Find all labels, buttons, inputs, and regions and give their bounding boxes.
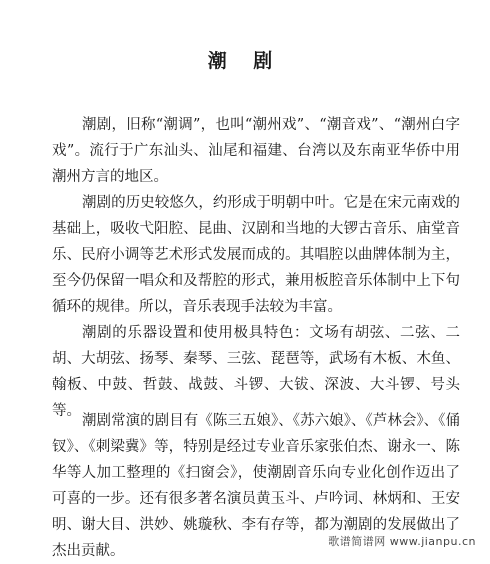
page-title: 潮 剧	[207, 50, 283, 72]
text-line: 戏”。流行于广东汕头、汕尾和福建、台湾以及东南亚华侨中用	[52, 143, 460, 159]
text-line: 华等人加工整理的《扫窗会》，使潮剧音乐向专业化创作迈出了	[52, 465, 460, 481]
text-line: 杰出贡献。	[52, 543, 125, 559]
text-line: 基础上，吸收弋阳腔、昆曲、汉剧和当地的大锣古音乐、庙堂音	[52, 221, 460, 237]
text-line: 可喜的一步。还有很多著名演员黄玉斗、卢吟词、林炳和、王安	[52, 491, 460, 507]
text-line: 至今仍保留一唱众和及帮腔的形式，兼用板腔音乐体制中上下句	[52, 273, 460, 289]
text-line: 钗》、《刺梁冀》等，特别是经过专业音乐家张伯杰、谢永一、陈	[52, 439, 460, 455]
site-watermark: 歌谱简谱网 www.jianpu.cn	[328, 535, 476, 548]
text-line: 潮州方言的地区。	[52, 169, 168, 185]
paragraph-history	[52, 190, 460, 320]
text-line: 等。	[52, 403, 81, 419]
text-line: 潮剧的乐器设置和使用极具特色：文场有胡弦、二弦、二	[82, 325, 460, 341]
text-line: 明、谢大目、洪妙、姚璇秋、李有存等，都为潮剧的发展做出了	[52, 517, 460, 533]
text-line: 潮剧的历史较悠久，约形成于明朝中叶。它是在宋元南戏的	[82, 195, 460, 211]
text-line: 翰板、中鼓、哲鼓、战鼓、斗锣、大钹、深波、大斗锣、号头	[52, 377, 460, 393]
text-line: 胡、大胡弦、扬琴、秦琴、三弦、琵琶等，武场有木板、木鱼、	[52, 351, 460, 367]
text-line: 潮剧常演的剧目有《陈三五娘》、《苏六娘》、《芦林会》、《俑	[82, 413, 460, 429]
text-line: 潮剧，旧称“潮调”，也叫“潮州戏”、“潮音戏”、“潮州白字	[82, 117, 460, 133]
text-line: 循环的规律。所以，音乐表现手法较为丰富。	[52, 299, 342, 315]
paragraph-intro	[52, 112, 460, 190]
text-line: 乐、民府小调等艺术形式发展而成的。其唱腔以曲牌体制为主，	[52, 247, 460, 263]
